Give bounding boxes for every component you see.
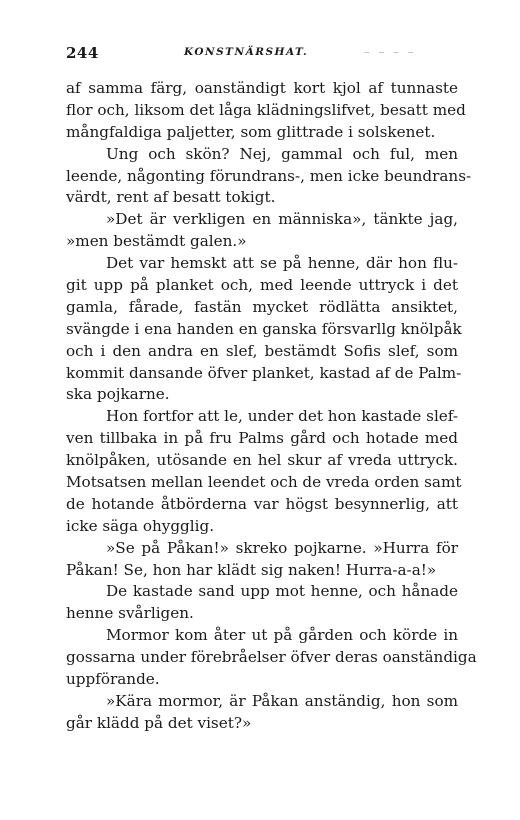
text-line: svängde i ena handen en ganska försvarllg knölpåk <box>66 319 462 338</box>
text-line: och i den andra en slef, bestämdt Sofis slef, som <box>66 341 458 360</box>
text-line: ska pojkarne. <box>66 385 170 404</box>
text-line: uppförande. <box>66 670 160 689</box>
text-line: git upp på planket och, med leende uttryck i det <box>66 276 458 295</box>
text-line: »men bestämdt galen.» <box>66 232 247 251</box>
text-line: »Se på Påkan!» skreko pojkarne. »Hurra för <box>106 538 458 557</box>
text-line: Hon fortfor att le, under det hon kastade slef- <box>106 407 458 426</box>
page-number: 244 <box>66 44 99 62</box>
text-line: »Kära mormor, är Påkan anständig, hon som <box>106 691 458 710</box>
body-text <box>66 78 477 735</box>
text-line: leende, någonting förundrans-, men icke beundrans- <box>66 166 472 185</box>
text-line: af samma färg, oanständigt kort kjol af tunnaste <box>66 79 458 97</box>
text-line: De kastade sand upp mot henne, och hånade <box>106 582 458 601</box>
text-line: icke säga ohygglig. <box>66 516 215 535</box>
text-line: »Det är verkligen en människa», tänkte jag, <box>106 210 458 229</box>
text-line: flor och, liksom det låga klädningslifvet, besatt med <box>66 100 466 119</box>
text-line: Det var hemskt att se på henne, där hon flu- <box>106 254 458 273</box>
text-line: Påkan! Se, hon har klädt sig naken! Hurra-a-a!» <box>66 560 437 579</box>
text-line: knölpåken, utösande en hel skur af vreda uttryck. <box>66 451 458 470</box>
text-line: värdt, rent af besatt tokigt. <box>66 188 276 207</box>
text-line: ven tillbaka in på fru Palms gård och hotade med <box>66 429 458 448</box>
text-line: mångfaldiga paljetter, som glittrade i solskenet. <box>66 122 436 141</box>
running-head <box>66 44 456 70</box>
header-rule-marks: ‒ ‒ ‒ ‒ <box>364 48 417 58</box>
text-line: henne svårligen. <box>66 604 194 623</box>
text-line: gamla, fårade, fastän mycket rödlätta ansiktet, <box>66 297 458 316</box>
text-line: gossarna under förebråelser öfver deras oanständiga <box>66 648 477 667</box>
text-line: kommit dansande öfver planket, kastad af de Palm- <box>66 363 462 382</box>
text-line: Motsatsen mellan leendet och de vreda orden samt <box>66 473 462 492</box>
running-title: KONSTNÄRSHAT. <box>184 46 309 58</box>
text-line: Ung och skön? Nej, gammal och ful, men <box>106 144 458 163</box>
text-line: Mormor kom åter ut på gården och körde in <box>106 626 458 645</box>
text-line: går klädd på det viset?» <box>66 713 252 732</box>
text-line: de hotande åtbörderna var högst besynnerlig, att <box>66 494 458 513</box>
